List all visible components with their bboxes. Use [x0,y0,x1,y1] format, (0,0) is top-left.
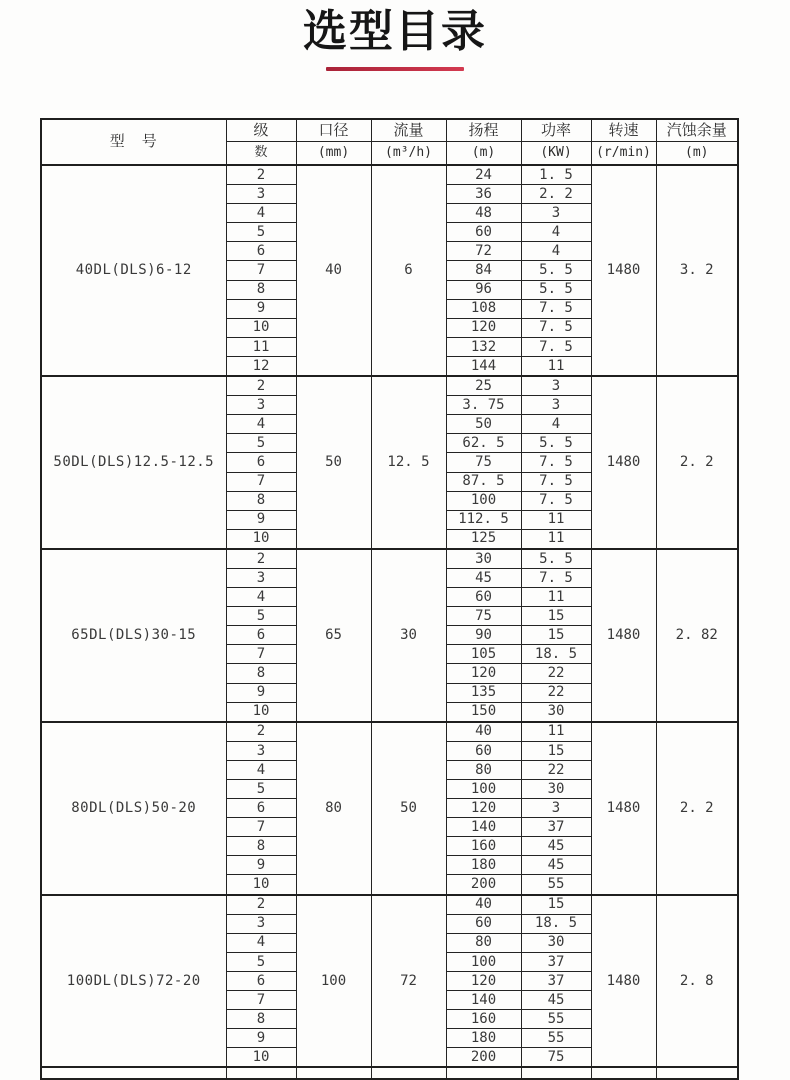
head-cell: 100 [446,491,521,510]
power-cell: 30 [521,933,591,952]
head-cell: 125 [446,529,521,549]
stage-cell: 7 [226,645,296,664]
stage-cell: 5 [226,434,296,453]
head-cell: 200 [446,875,521,895]
power-cell: 55 [521,1010,591,1029]
head-cell: 60 [446,223,521,242]
stage-cell: 5 [226,780,296,799]
stage-cell: 9 [226,299,296,318]
diameter-cell: 80 [296,722,371,895]
head-cell: 87. 5 [446,472,521,491]
head-cell: 160 [446,1010,521,1029]
stage-cell: 2 [226,549,296,569]
table-row [41,895,738,915]
head-cell: 3. 75 [446,396,521,415]
stage-cell: 8 [226,664,296,683]
model-cell: 50DL(DLS)12.5-12.5 [41,376,226,549]
npsh-cell: 2. 82 [656,549,738,722]
column-unit-diameter: (mm) [296,142,371,166]
title-underline [326,67,464,71]
table-row [41,376,738,396]
stage-cell: 6 [226,626,296,645]
head-cell: 80 [446,760,521,779]
stage-cell: 5 [226,607,296,626]
stage-cell: 9 [226,683,296,702]
power-cell: 1. 5 [521,165,591,185]
head-cell: 112. 5 [446,510,521,529]
stage-cell: 10 [226,875,296,895]
head-cell: 62. 5 [446,434,521,453]
stage-cell: 3 [226,185,296,204]
head-cell: 84 [446,261,521,280]
empty-cell [591,1067,656,1079]
npsh-cell: 2. 2 [656,376,738,549]
power-cell: 11 [521,722,591,742]
power-cell: 4 [521,415,591,434]
diameter-cell: 50 [296,376,371,549]
model-cell: 40DL(DLS)6-12 [41,165,226,376]
stage-cell: 10 [226,318,296,337]
head-cell: 30 [446,549,521,569]
power-cell: 30 [521,702,591,722]
model-cell: 80DL(DLS)50-20 [41,722,226,895]
table-row [41,549,738,569]
stage-cell: 10 [226,1048,296,1068]
stage-cell: 9 [226,1029,296,1048]
power-cell: 37 [521,952,591,971]
head-cell: 120 [446,318,521,337]
head-cell: 40 [446,895,521,915]
head-cell: 60 [446,741,521,760]
speed-cell: 1480 [591,165,656,376]
power-cell: 18. 5 [521,645,591,664]
stage-cell: 6 [226,971,296,990]
stage-cell: 8 [226,837,296,856]
head-cell: 24 [446,165,521,185]
table-row-partial [41,1067,738,1079]
power-cell: 37 [521,971,591,990]
column-header-model: 型 号 [41,119,226,165]
stage-cell: 7 [226,261,296,280]
power-cell: 45 [521,991,591,1010]
stage-cell: 9 [226,510,296,529]
stage-cell: 12 [226,356,296,376]
page-title: 选型目录 [303,6,487,57]
empty-cell [656,1067,738,1079]
diameter-cell: 65 [296,549,371,722]
power-cell: 30 [521,780,591,799]
head-cell: 60 [446,588,521,607]
power-cell: 37 [521,818,591,837]
stage-cell: 3 [226,914,296,933]
speed-cell: 1480 [591,376,656,549]
power-cell: 5. 5 [521,434,591,453]
pump-selection-table [40,118,739,1080]
power-cell: 4 [521,242,591,261]
empty-cell [446,1067,521,1079]
head-cell: 180 [446,1029,521,1048]
power-cell: 3 [521,376,591,396]
column-unit-stages: 数 [226,142,296,166]
power-cell: 3 [521,799,591,818]
head-cell: 140 [446,818,521,837]
stage-cell: 4 [226,933,296,952]
head-cell: 90 [446,626,521,645]
head-cell: 36 [446,185,521,204]
stage-cell: 5 [226,223,296,242]
stage-cell: 2 [226,376,296,396]
empty-cell [521,1067,591,1079]
power-cell: 15 [521,626,591,645]
speed-cell: 1480 [591,549,656,722]
empty-cell [41,1067,226,1079]
column-header-speed: 转速 [591,119,656,142]
power-cell: 7. 5 [521,568,591,587]
power-cell: 22 [521,683,591,702]
stage-cell: 8 [226,280,296,299]
head-cell: 96 [446,280,521,299]
head-cell: 50 [446,415,521,434]
column-header-power: 功率 [521,119,591,142]
head-cell: 72 [446,242,521,261]
power-cell: 11 [521,510,591,529]
header-row-top [41,119,738,142]
head-cell: 144 [446,356,521,376]
power-cell: 7. 5 [521,472,591,491]
column-unit-head: (m) [446,142,521,166]
empty-cell [226,1067,296,1079]
head-cell: 80 [446,933,521,952]
stage-cell: 4 [226,760,296,779]
stage-cell: 7 [226,472,296,491]
model-cell: 65DL(DLS)30-15 [41,549,226,722]
column-header-head: 扬程 [446,119,521,142]
stage-cell: 5 [226,952,296,971]
head-cell: 132 [446,337,521,356]
head-cell: 150 [446,702,521,722]
power-cell: 55 [521,875,591,895]
head-cell: 48 [446,204,521,223]
power-cell: 11 [521,356,591,376]
power-cell: 45 [521,856,591,875]
column-unit-npsh: (m) [656,142,738,166]
stage-cell: 6 [226,453,296,472]
empty-cell [371,1067,446,1079]
table-body [41,165,738,1079]
power-cell: 18. 5 [521,914,591,933]
power-cell: 22 [521,760,591,779]
head-cell: 160 [446,837,521,856]
head-cell: 200 [446,1048,521,1068]
stage-cell: 3 [226,568,296,587]
stage-cell: 10 [226,702,296,722]
column-header-stages: 级 [226,119,296,142]
power-cell: 7. 5 [521,453,591,472]
power-cell: 7. 5 [521,299,591,318]
stage-cell: 9 [226,856,296,875]
head-cell: 105 [446,645,521,664]
power-cell: 55 [521,1029,591,1048]
power-cell: 11 [521,588,591,607]
column-header-diameter: 口径 [296,119,371,142]
power-cell: 22 [521,664,591,683]
diameter-cell: 40 [296,165,371,376]
head-cell: 100 [446,780,521,799]
stage-cell: 6 [226,799,296,818]
head-cell: 120 [446,799,521,818]
stage-cell: 2 [226,722,296,742]
column-header-npsh: 汽蚀余量 [656,119,738,142]
column-unit-flow: (m³/h) [371,142,446,166]
stage-cell: 11 [226,337,296,356]
power-cell: 15 [521,607,591,626]
stage-cell: 7 [226,818,296,837]
empty-cell [296,1067,371,1079]
power-cell: 7. 5 [521,337,591,356]
power-cell: 4 [521,223,591,242]
flow-cell: 6 [371,165,446,376]
head-cell: 120 [446,971,521,990]
flow-cell: 12. 5 [371,376,446,549]
head-cell: 108 [446,299,521,318]
power-cell: 75 [521,1048,591,1068]
column-unit-speed: (r/min) [591,142,656,166]
power-cell: 5. 5 [521,549,591,569]
power-cell: 7. 5 [521,318,591,337]
head-cell: 75 [446,453,521,472]
power-cell: 15 [521,895,591,915]
stage-cell: 8 [226,1010,296,1029]
column-header-flow: 流量 [371,119,446,142]
head-cell: 120 [446,664,521,683]
head-cell: 25 [446,376,521,396]
table-row [41,165,738,185]
power-cell: 5. 5 [521,261,591,280]
table-row [41,722,738,742]
stage-cell: 4 [226,204,296,223]
power-cell: 15 [521,741,591,760]
head-cell: 45 [446,568,521,587]
head-cell: 60 [446,914,521,933]
stage-cell: 10 [226,529,296,549]
stage-cell: 6 [226,242,296,261]
speed-cell: 1480 [591,722,656,895]
power-cell: 45 [521,837,591,856]
flow-cell: 30 [371,549,446,722]
stage-cell: 4 [226,415,296,434]
npsh-cell: 2. 2 [656,722,738,895]
power-cell: 7. 5 [521,491,591,510]
stage-cell: 3 [226,396,296,415]
head-cell: 100 [446,952,521,971]
speed-cell: 1480 [591,895,656,1068]
stage-cell: 4 [226,588,296,607]
power-cell: 2. 2 [521,185,591,204]
head-cell: 75 [446,607,521,626]
stage-cell: 7 [226,991,296,1010]
head-cell: 140 [446,991,521,1010]
power-cell: 11 [521,529,591,549]
power-cell: 5. 5 [521,280,591,299]
flow-cell: 50 [371,722,446,895]
model-cell: 100DL(DLS)72-20 [41,895,226,1068]
stage-cell: 3 [226,741,296,760]
table-header [41,119,738,165]
head-cell: 135 [446,683,521,702]
head-cell: 40 [446,722,521,742]
stage-cell: 2 [226,165,296,185]
npsh-cell: 2. 8 [656,895,738,1068]
stage-cell: 2 [226,895,296,915]
column-unit-power: (KW) [521,142,591,166]
title-block [0,0,790,71]
diameter-cell: 100 [296,895,371,1068]
power-cell: 3 [521,396,591,415]
npsh-cell: 3. 2 [656,165,738,376]
head-cell: 180 [446,856,521,875]
stage-cell: 8 [226,491,296,510]
power-cell: 3 [521,204,591,223]
flow-cell: 72 [371,895,446,1068]
